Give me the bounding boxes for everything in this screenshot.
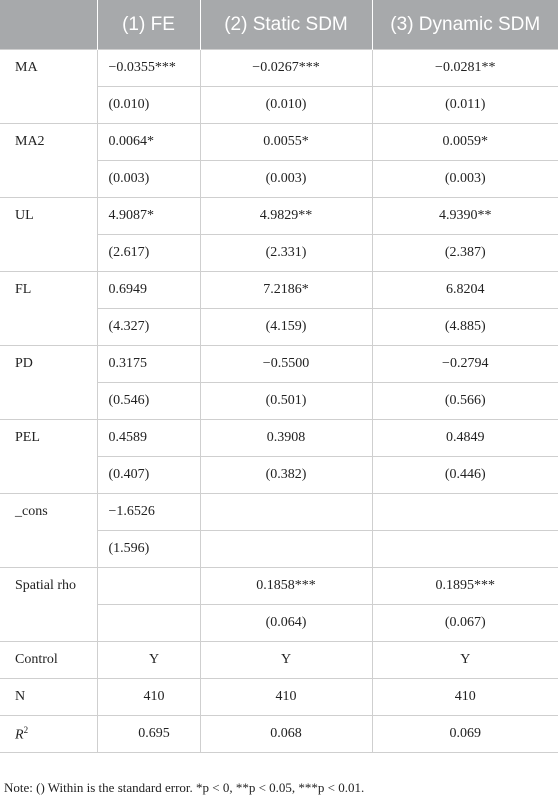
r-squared-row	[0, 716, 558, 753]
se-cell: (0.003)	[372, 161, 558, 198]
row-label: UL	[0, 198, 97, 272]
header-cell-label	[0, 0, 97, 50]
row-label: Spatial rho	[0, 568, 97, 642]
value-cell: 410	[200, 679, 372, 716]
se-cell: (1.596)	[97, 531, 200, 568]
se-cell: (0.446)	[372, 457, 558, 494]
coef-cell: −0.5500	[200, 346, 372, 383]
se-cell: (0.501)	[200, 383, 372, 420]
coef-row	[0, 198, 558, 235]
value-cell: 0.068	[200, 716, 372, 753]
row-label: FL	[0, 272, 97, 346]
row-label: MA2	[0, 124, 97, 198]
coef-cell: 0.6949	[97, 272, 200, 309]
coef-cell	[97, 568, 200, 605]
table-note: Note: () Within is the standard error. *p < 0, **p < 0.05, ***p < 0.01.	[4, 780, 365, 795]
se-cell	[372, 531, 558, 568]
se-cell: (0.003)	[97, 161, 200, 198]
se-cell: (0.010)	[97, 87, 200, 124]
coef-cell: 0.1895***	[372, 568, 558, 605]
row-label: N	[0, 679, 97, 716]
se-cell	[200, 531, 372, 568]
coef-cell: 4.9087*	[97, 198, 200, 235]
value-cell: 410	[372, 679, 558, 716]
value-cell: 410	[97, 679, 200, 716]
coef-cell: 0.0059*	[372, 124, 558, 161]
coef-cell	[200, 494, 372, 531]
coef-row	[0, 272, 558, 309]
coef-cell: −0.0355***	[97, 50, 200, 87]
coef-cell: 0.4589	[97, 420, 200, 457]
coef-row	[0, 50, 558, 87]
value-cell: 0.069	[372, 716, 558, 753]
coef-row	[0, 124, 558, 161]
row-label: MA	[0, 50, 97, 124]
se-cell: (0.382)	[200, 457, 372, 494]
coef-cell	[372, 494, 558, 531]
coef-cell: −0.0267***	[200, 50, 372, 87]
header-cell-static-sdm: (2) Static SDM	[200, 0, 372, 50]
se-cell: (2.387)	[372, 235, 558, 272]
coef-cell: 4.9390**	[372, 198, 558, 235]
coef-cell: 0.0064*	[97, 124, 200, 161]
summary-row	[0, 642, 558, 679]
row-label: Control	[0, 642, 97, 679]
summary-row	[0, 679, 558, 716]
coef-cell: −1.6526	[97, 494, 200, 531]
row-label: _cons	[0, 494, 97, 568]
coef-cell: 6.8204	[372, 272, 558, 309]
se-cell: (4.327)	[97, 309, 200, 346]
header-cell-dynamic-sdm: (3) Dynamic SDM	[372, 0, 558, 50]
r2-label-sup: 2	[23, 724, 29, 735]
se-cell	[97, 605, 200, 642]
coef-cell: 0.3908	[200, 420, 372, 457]
value-cell: Y	[97, 642, 200, 679]
header-cell-fe: (1) FE	[97, 0, 200, 50]
value-cell: Y	[200, 642, 372, 679]
value-cell: Y	[372, 642, 558, 679]
se-cell: (2.617)	[97, 235, 200, 272]
se-cell: (4.885)	[372, 309, 558, 346]
coef-cell: −0.2794	[372, 346, 558, 383]
coef-cell: 0.0055*	[200, 124, 372, 161]
table-body	[0, 50, 558, 753]
se-cell: (0.546)	[97, 383, 200, 420]
coef-cell: 4.9829**	[200, 198, 372, 235]
se-cell: (0.010)	[200, 87, 372, 124]
row-label: PEL	[0, 420, 97, 494]
coef-cell: 7.2186*	[200, 272, 372, 309]
coef-row	[0, 494, 558, 531]
se-cell: (4.159)	[200, 309, 372, 346]
coef-cell: 0.4849	[372, 420, 558, 457]
value-cell: 0.695	[97, 716, 200, 753]
se-cell: (0.067)	[372, 605, 558, 642]
se-cell: (2.331)	[200, 235, 372, 272]
se-cell: (0.566)	[372, 383, 558, 420]
coef-cell: −0.0281**	[372, 50, 558, 87]
coef-cell: 0.3175	[97, 346, 200, 383]
se-cell: (0.407)	[97, 457, 200, 494]
r2-label-main: R	[15, 727, 24, 743]
coef-row	[0, 346, 558, 383]
se-cell: (0.003)	[200, 161, 372, 198]
coef-row	[0, 420, 558, 457]
coef-cell: 0.1858***	[200, 568, 372, 605]
table-header	[0, 0, 558, 50]
se-cell: (0.064)	[200, 605, 372, 642]
row-label: PD	[0, 346, 97, 420]
row-label	[0, 716, 97, 753]
se-cell: (0.011)	[372, 87, 558, 124]
coef-row	[0, 568, 558, 605]
